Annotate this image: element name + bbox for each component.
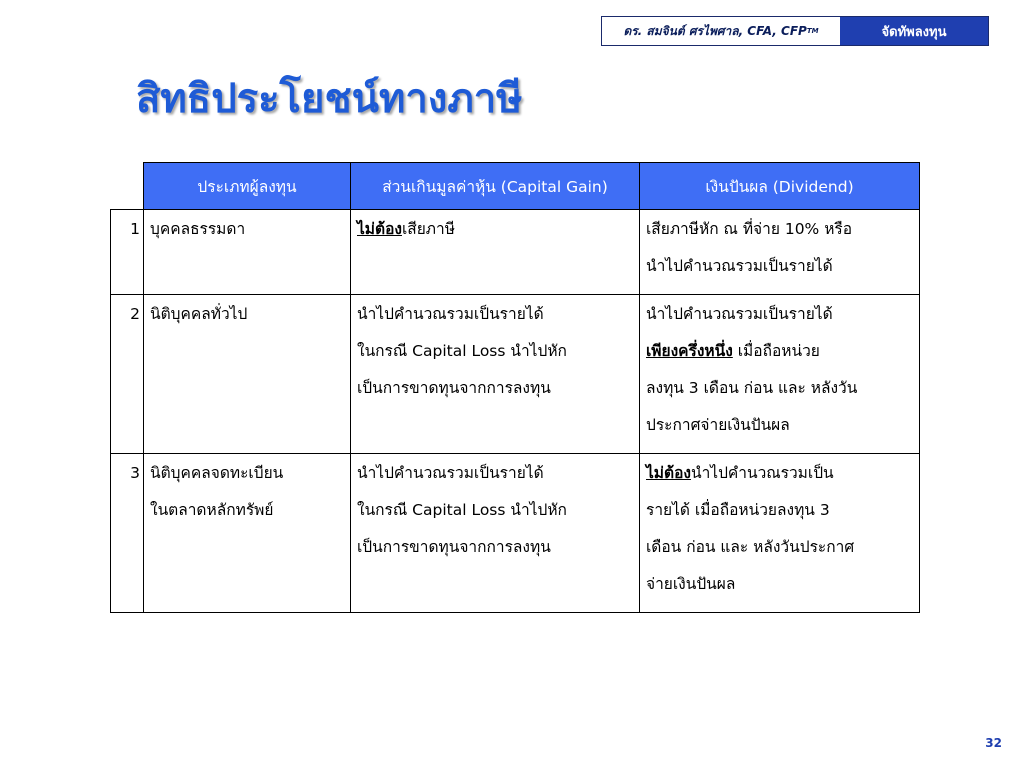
investor-type-cell: บุคคลธรรมดา (144, 210, 351, 295)
header-investor-type: ประเภทผู้ลงทุน (144, 163, 351, 210)
tax-benefit-table (110, 162, 920, 613)
page-number: 32 (985, 736, 1002, 750)
row-number: 3 (111, 454, 144, 613)
dividend-cell: ไม่ต้องนำไปคำนวณรวมเป็น รายได้ เมื่อถือหน่วยลงทุน 3 เดือน ก่อน และ หลังวันประกาศ จ่ายเงินปันผล (640, 454, 920, 613)
table-header-row (111, 163, 920, 210)
table-row (111, 454, 920, 613)
header-blank-cell (111, 163, 144, 210)
page-title: สิทธิประโยชน์ทางภาษี (136, 76, 523, 122)
row-number: 2 (111, 295, 144, 454)
emphasis-text: เพียงครึ่งหนึ่ง (646, 342, 733, 360)
dividend-cell: นำไปคำนวณรวมเป็นรายได้ เพียงครึ่งหนึ่ง เมื่อถือหน่วย ลงทุน 3 เดือน ก่อน และ หลังวัน ประกาศจ่ายเงินปันผล (640, 295, 920, 454)
dividend-cell: เสียภาษีหัก ณ ที่จ่าย 10% หรือ นำไปคำนวณรวมเป็นรายได้ (640, 210, 920, 295)
capital-gain-cell: ไม่ต้องเสียภาษี (351, 210, 640, 295)
author-label: ดร. สมจินต์ ศรไพศาล, CFA, CFP TM (602, 17, 840, 45)
header-dividend: เงินปันผล (Dividend) (640, 163, 920, 210)
table-row (111, 210, 920, 295)
capital-gain-cell: นำไปคำนวณรวมเป็นรายได้ ในกรณี Capital Loss นำไปหัก เป็นการขาดทุนจากการลงทุน (351, 295, 640, 454)
section-tag: จัดทัพลงทุน (840, 17, 988, 45)
emphasis-text: ไม่ต้อง (357, 220, 402, 238)
author-badge (601, 16, 989, 46)
table-row (111, 295, 920, 454)
header-capital-gain: ส่วนเกินมูลค่าหุ้น (Capital Gain) (351, 163, 640, 210)
capital-gain-cell: นำไปคำนวณรวมเป็นรายได้ ในกรณี Capital Loss นำไปหัก เป็นการขาดทุนจากการลงทุน (351, 454, 640, 613)
row-number: 1 (111, 210, 144, 295)
investor-type-cell: นิติบุคคลจดทะเบียน ในตลาดหลักทรัพย์ (144, 454, 351, 613)
investor-type-cell: นิติบุคคลทั่วไป (144, 295, 351, 454)
emphasis-text: ไม่ต้อง (646, 464, 691, 482)
